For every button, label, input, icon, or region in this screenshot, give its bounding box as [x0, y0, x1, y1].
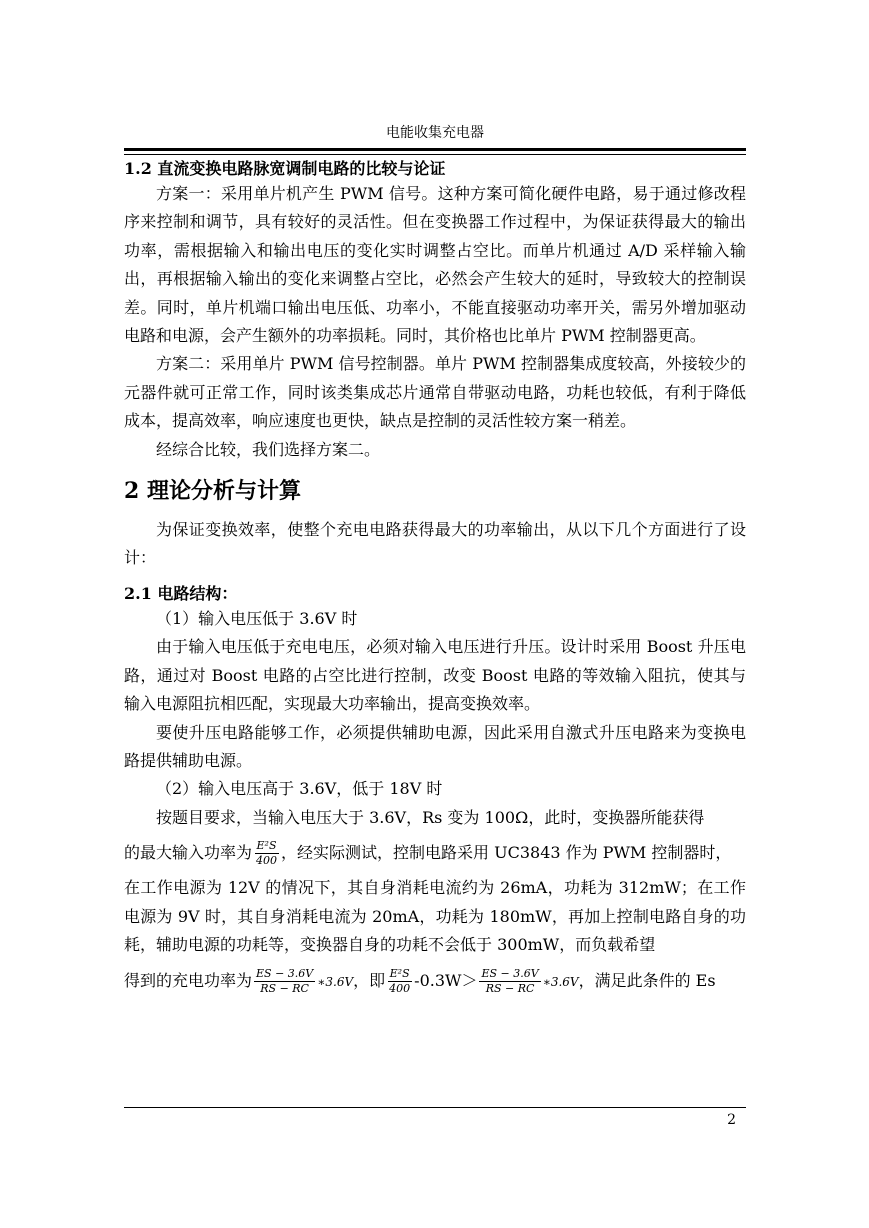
formula-multiplier: ∗3.6V [542, 975, 579, 990]
paragraph-scheme-two: 方案二：采用单片 PWM 信号控制器。单片 PWM 控制器集成度较高，外接较少的元器件就可正常工作，同时该类集成芯片通常自带驱动电路，功耗也较低，有利于降低成本，提高效率，响应速度也更快，缺点是控制的灵活性较方案一稍差。 [124, 354, 746, 431]
formula-numerator: ES − 3.6V [256, 967, 314, 981]
formula-multiplier: ∗3.6V [317, 975, 354, 990]
footer-rule [124, 1107, 746, 1108]
formula-charge-fraction [254, 967, 315, 996]
paragraph-conclusion: 经综合比较，我们选择方案二。 [156, 439, 381, 459]
list-item-case-2: （2）输入电压高于 3.6V，低于 18V 时 [156, 779, 443, 799]
section-heading-1-2: 1.2 直流变换电路脉宽调制电路的比较与论证 [124, 159, 446, 178]
formula-numerator: ES − 3.6V [481, 967, 539, 981]
list-item-case-1: （1）输入电压低于 3.6V 时 [156, 608, 358, 628]
paragraph-requirement-line: 按题目要求，当输入电压大于 3.6V，Rs 变为 100Ω，此时，变换器所能获得 [156, 807, 705, 827]
formula-denominator: RS − RC [260, 982, 309, 996]
text-condition: ，满足此条件的 Es [578, 971, 716, 991]
formula-denominator: 400 [389, 982, 411, 996]
paragraph-max-power [124, 832, 746, 874]
formula-es2-over-400 [254, 839, 279, 868]
paragraph-charge-power [124, 959, 746, 1004]
page-body [124, 158, 746, 1004]
section-heading-2: 2 理论分析与计算 [124, 478, 301, 505]
text-namely: ，即 [353, 971, 386, 991]
text-max-input-power: 的最大输入功率为 [124, 843, 253, 863]
header-rule-thin [124, 154, 746, 155]
section-heading-2-1: 2.1 电路结构： [124, 583, 238, 603]
text-charge-power: 得到的充电功率为 [124, 971, 253, 991]
page-header: 电能收集充电器 [386, 125, 484, 141]
paragraph-boost: 由于输入电压低于充电电压，必须对输入电压进行升压。设计时采用 Boost 升压电路，通过对 Boost 电路的占空比进行控制，改变 Boost 电路的等效输入阻抗，使其与输入电源阻抗相匹配，实现最大功率输出，提高变换效率。 [124, 637, 746, 714]
paragraph-scheme-one: 方案一：采用单片机产生 PWM 信号。这种方案可简化硬件电路，易于通过修改程序来控制和调节，具有较好的灵活性。但在变换器工作过程中，为保证获得最大的输出功率，需根据输入和输出电压的变化实时调整占空比。而单片机通过 A/D 采样输入输出，再根据输入输出的变化来调整占空比，必然会产生较大的延时，导致较大的控制误差。同时，单片机端口输出电压低、功率小，不能直接驱动功率开关，需另外增加驱动电路和电源，会产生额外的功率损耗。同时，其价格也比单片 PWM 控制器更高。 [124, 184, 746, 346]
text-test-note: ，经实际测试，控制电路采用 UC3843 作为 PWM 控制器时， [281, 843, 732, 863]
paragraph-power-consumption: 在工作电源为 12V 的情况下，其自身消耗电流约为 26mA，功耗为 312mW；在工作电源为 9V 时，其自身消耗电流为 20mA，功耗为 180mW，再加上控制电路自身的功耗，辅助电源的功耗等，变换器自身的功耗不会低于 300mW，而负载希望 [124, 878, 746, 954]
formula-charge-fraction [479, 967, 540, 996]
page-number: 2 [727, 1112, 736, 1128]
paragraph-aux-power: 要使升压电路能够工作，必须提供辅助电源，因此采用自激式升压电路来为变换电路提供辅助电源。 [124, 722, 746, 770]
formula-denominator: RS − RC [485, 982, 535, 996]
formula-numerator: E²S [389, 967, 410, 981]
paragraph-section-2-intro: 为保证变换效率，使整个充电电路获得最大的功率输出，从以下几个方面进行了设计： [124, 520, 746, 568]
formula-numerator: E²S [256, 839, 277, 853]
formula-denominator: 400 [256, 854, 278, 868]
header-rule-thick [124, 148, 746, 151]
formula-es2-over-400 [387, 967, 412, 996]
text-minus-loss: -0.3W＞ [414, 971, 478, 991]
